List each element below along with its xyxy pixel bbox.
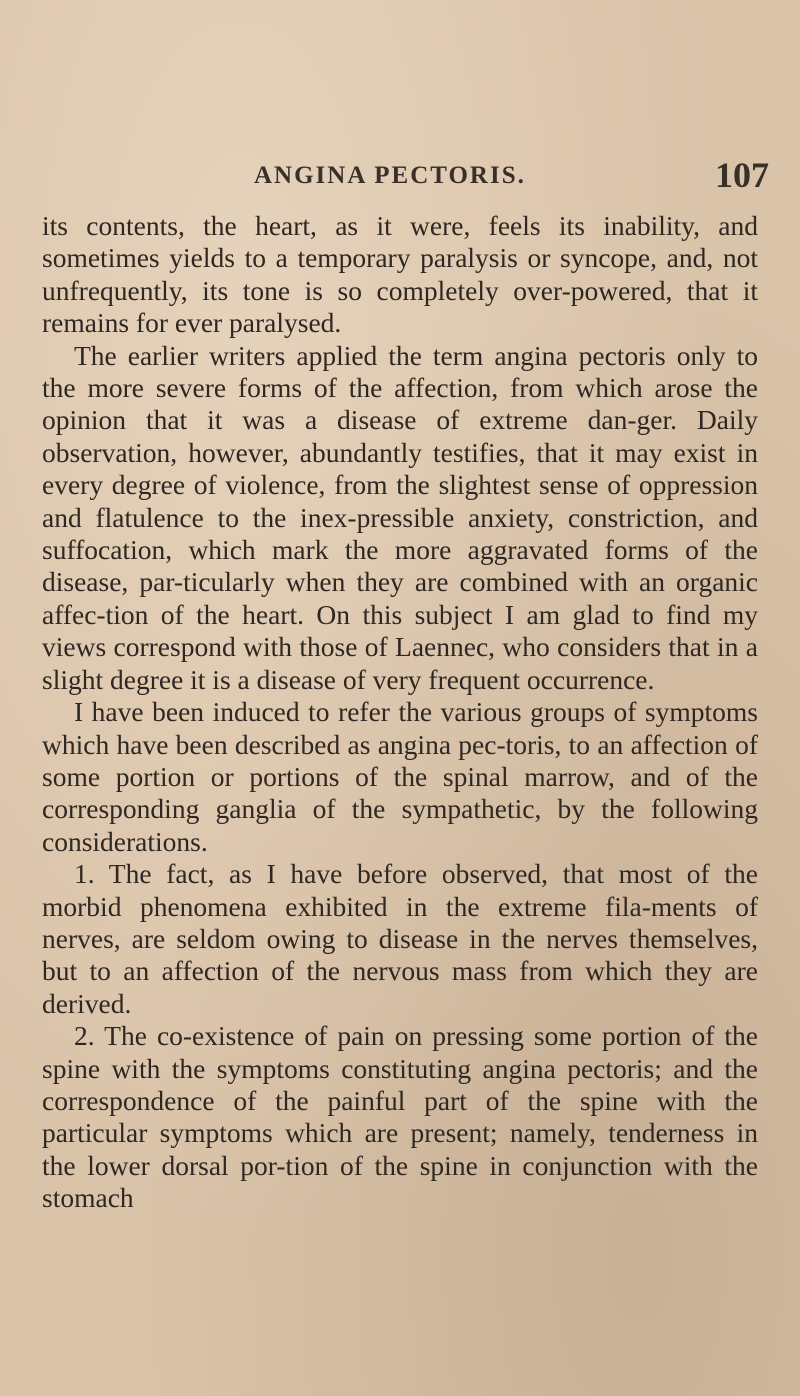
paragraph-continuation: its contents, the heart, as it were, feels its inability, and sometimes yields to a temporary paralysis or syncope, and, not unfrequently, its tone is so completely over-powered, that it remains for ever paralysed. bbox=[42, 210, 758, 339]
running-title: ANGINA PECTORIS. bbox=[254, 162, 526, 189]
paragraph-induced-to-refer: I have been induced to refer the various groups of symptoms which have been described as angina pec-toris, to an affection of some portion or portions of the spinal marrow, and of the corresponding ganglia of the sympathetic, by the following considerations. bbox=[42, 696, 758, 857]
body-text bbox=[42, 210, 758, 1215]
paragraph-earlier-writers: The earlier writers applied the term angina pectoris only to the more severe forms of the affection, from which arose the opinion that it was a disease of extreme dan-ger. Daily observation, however, abundantly testifies, that it may exist in every degree of violence, from the slightest sense of oppression and flatulence to the inex-pressible anxiety, constriction, and suffocation, which mark the more aggravated forms of the disease, par-ticularly when they are combined with an organic affec-tion of the heart. On this subject I am glad to find my views correspond with those of Laennec, who considers that in a slight degree it is a disease of very frequent occurrence. bbox=[42, 339, 758, 695]
paragraph-consideration-2: 2. The co-existence of pain on pressing some portion of the spine with the symptoms constituting angina pectoris; and the correspondence of the painful part of the spine with the particular symptoms which are present; namely, tenderness in the lower dorsal por-tion of the spine in conjunction with the stomach bbox=[42, 1020, 758, 1214]
running-head bbox=[0, 155, 800, 202]
paragraph-consideration-1: 1. The fact, as I have before observed, that most of the morbid phenomena exhibited in the extreme fila-ments of nerves, are seldom owing to disease in the nerves themselves, but to an affection of the nervous mass from which they are derived. bbox=[42, 858, 758, 1019]
page-number: 107 bbox=[715, 155, 769, 195]
